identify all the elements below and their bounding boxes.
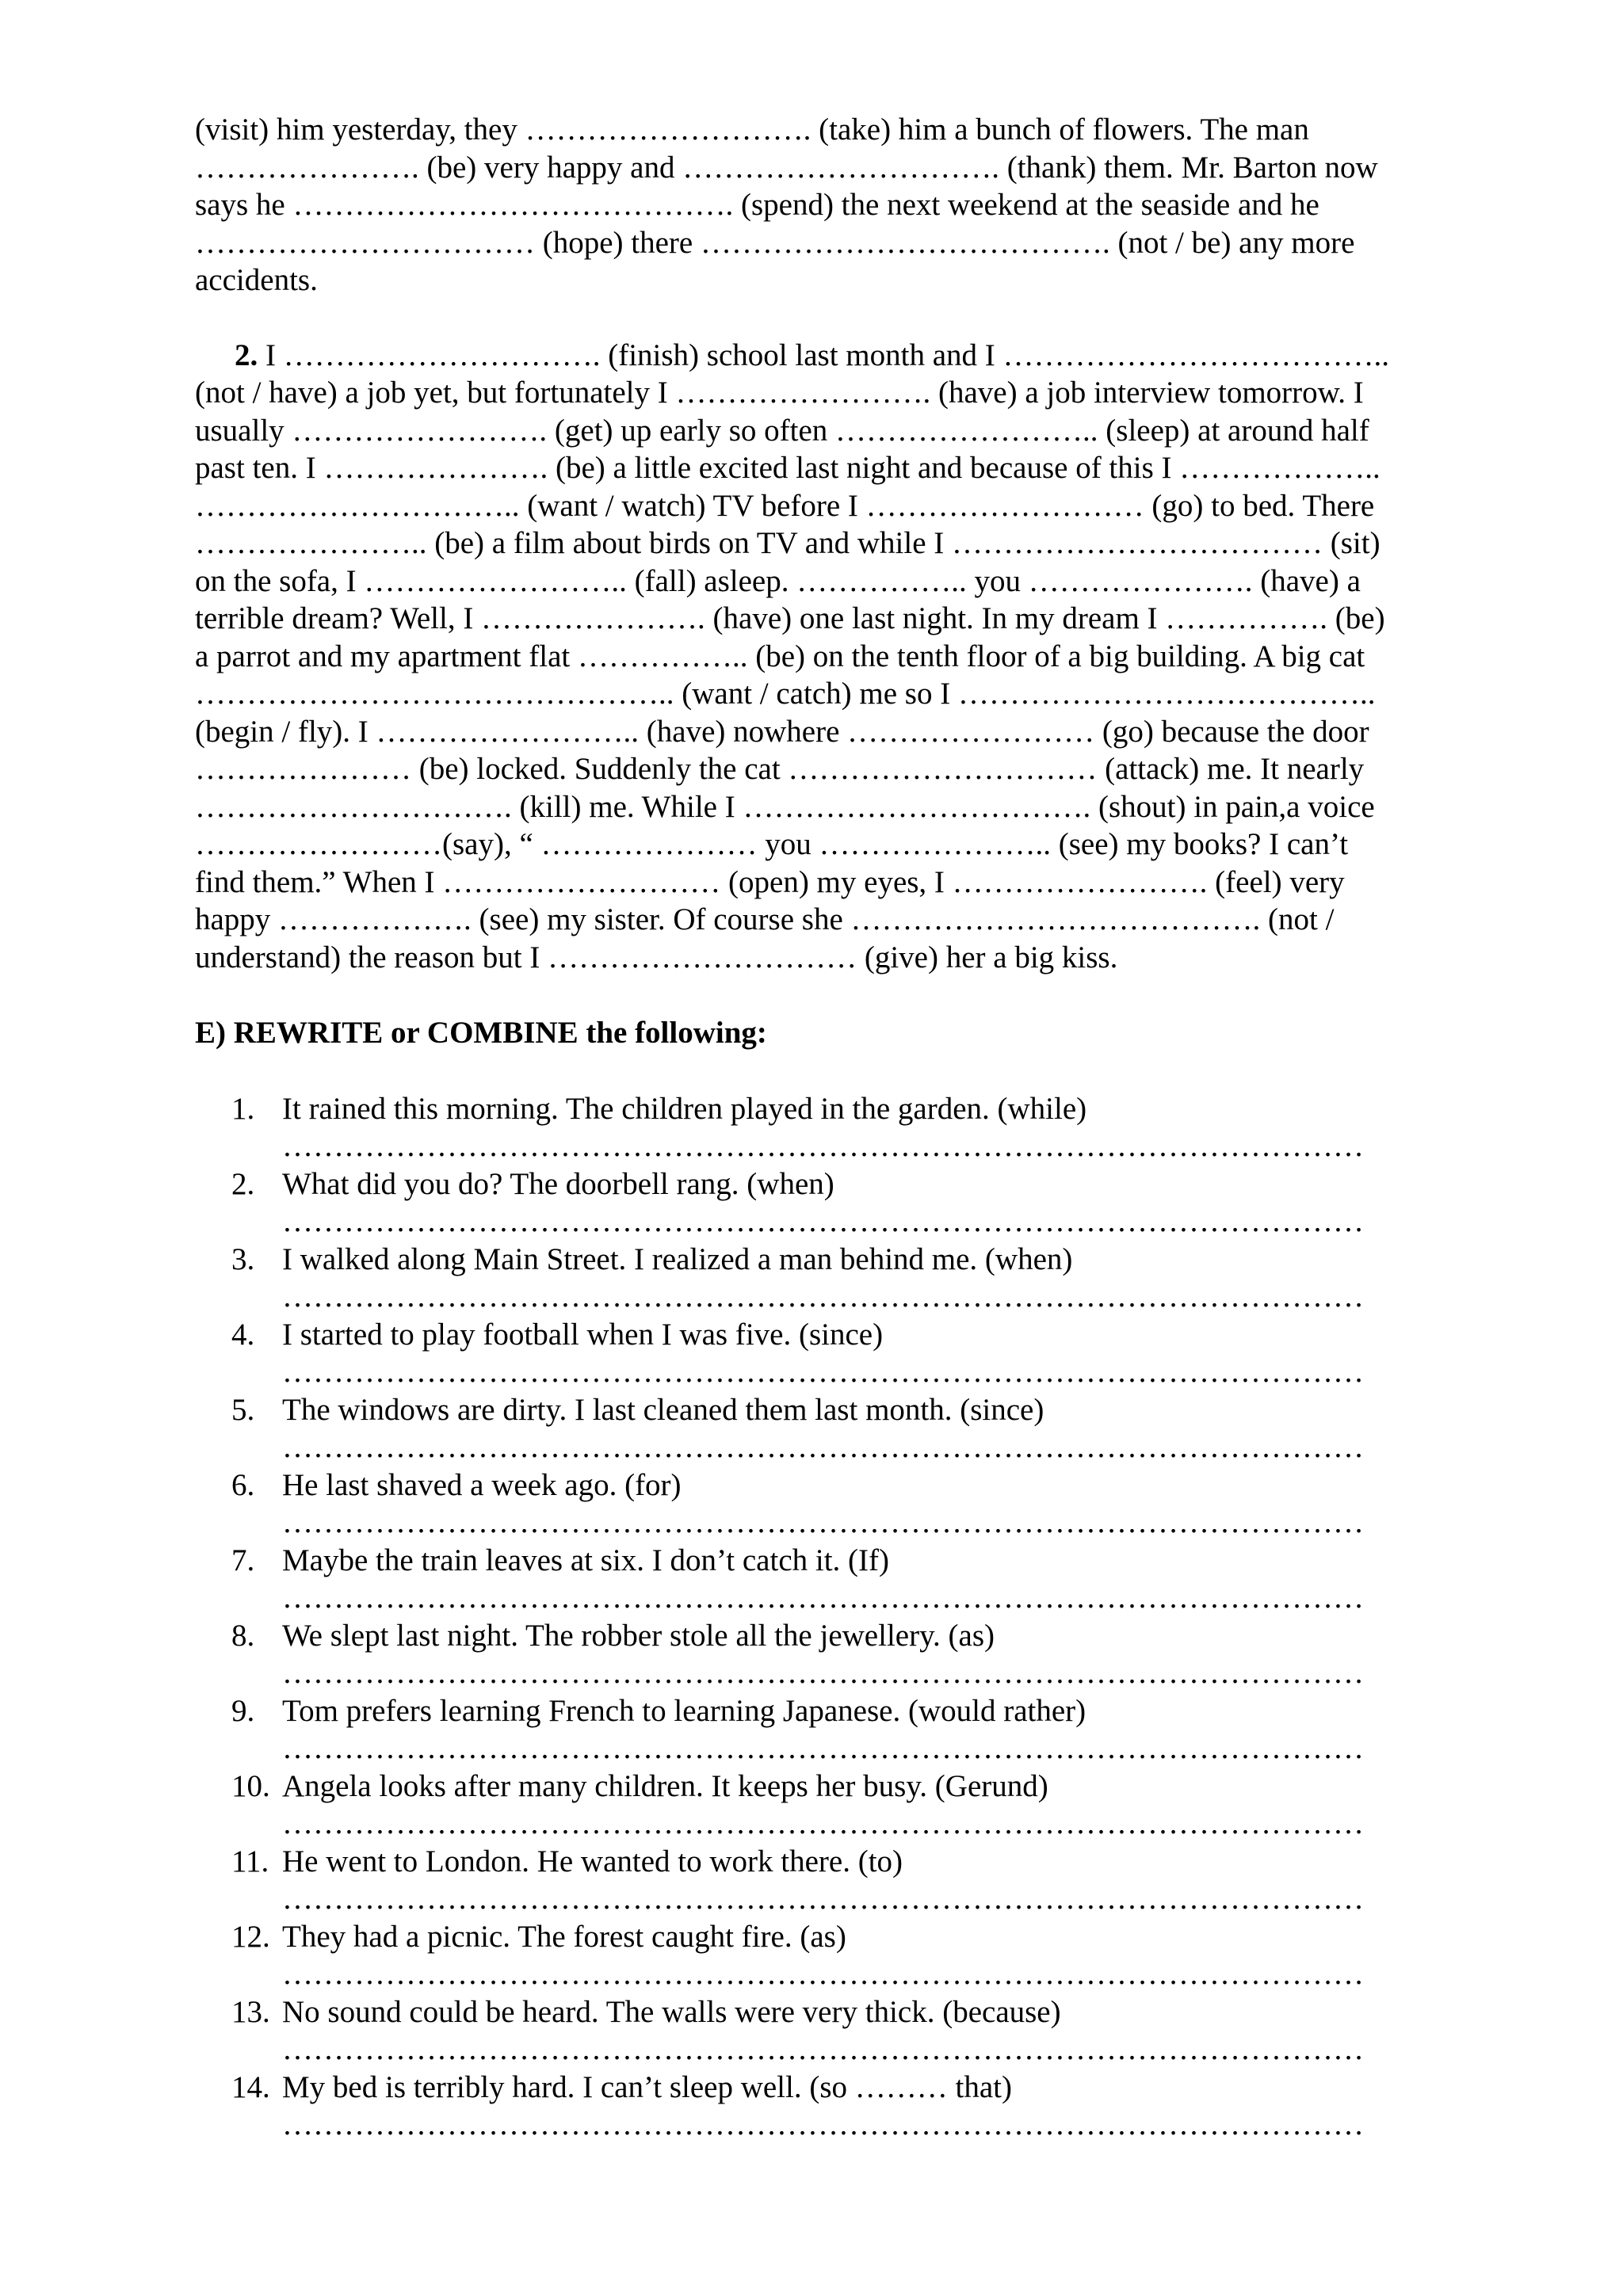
exercise-prompt: He went to London. He wanted to work there. (to) — [282, 1844, 903, 1878]
exercise-prompt: My bed is terribly hard. I can’t sleep well. (so ……… that) — [282, 2069, 1012, 2104]
exercise-number: 8. — [231, 1618, 255, 1653]
exercise-number: 7. — [231, 1543, 255, 1577]
passage-line — [195, 337, 1479, 375]
passage-line: usually ……………………. (get) up early so often …………………….. (sleep) at around half — [195, 413, 1369, 448]
exercise-item — [195, 1918, 1479, 1993]
exercise-number: 10. — [231, 1768, 270, 1803]
exercise-prompt: They had a picnic. The forest caught fire. (as) — [282, 1919, 846, 1954]
passage-line: a parrot and my apartment flat …………….. (be) on the tenth floor of a big building. A big cat — [195, 639, 1365, 673]
exercise-prompt: He last shaved a week ago. (for) — [282, 1467, 682, 1502]
answer-line[interactable]: …………………………………………………………………………………………… — [282, 1731, 1364, 1765]
answer-line[interactable]: …………………………………………………………………………………………… — [282, 1280, 1364, 1314]
answer-line[interactable]: …………………………………………………………………………………………… — [282, 1656, 1364, 1690]
passage-line: terrible dream? Well, I …………………. (have) one last night. In my dream I ……………. (be) — [195, 601, 1385, 635]
passage-line: understand) the reason but I ………………………… (give) her a big kiss. — [195, 940, 1118, 974]
exercise-prompt: What did you do? The doorbell rang. (when) — [282, 1166, 834, 1201]
exercise-number: 4. — [231, 1317, 255, 1352]
exercise-item — [195, 1241, 1479, 1316]
answer-line[interactable]: …………………………………………………………………………………………… — [282, 2032, 1364, 2066]
exercise-item — [195, 1391, 1479, 1466]
answer-line[interactable]: …………………………………………………………………………………………… — [282, 1957, 1364, 1991]
exercise-item — [195, 1768, 1479, 1843]
exercise-item — [195, 1617, 1479, 1692]
passage-line: …………………………. (kill) me. While I ……………………………. (shout) in pain,a voice — [195, 789, 1375, 824]
passage-line: (not / have) a job yet, but fortunately I ……………………. (have) a job interview tomorrow. I — [195, 376, 1364, 410]
passage-line: ………………….. (be) a film about birds on TV and while I ……………………………… (sit) — [195, 526, 1381, 560]
passage-number: 2. — [235, 338, 258, 372]
exercise-prompt: It rained this morning. The children played in the garden. (while) — [282, 1091, 1087, 1126]
exercise-number: 14. — [231, 2069, 270, 2104]
exercise-prompt: The windows are dirty. I last cleaned them last month. (since) — [282, 1392, 1044, 1427]
rewrite-exercise-list — [195, 1090, 1479, 2144]
answer-line[interactable]: …………………………………………………………………………………………… — [282, 2107, 1364, 2142]
passage-line: ……………………(say), “ ………………… you ………………….. (see) my books? I can’t — [195, 827, 1349, 861]
exercise-prompt: I started to play football when I was five. (since) — [282, 1317, 884, 1352]
passage-line: …………………. (be) very happy and …………………………. (thank) them. Mr. Barton now — [195, 150, 1378, 185]
exercise-number: 2. — [231, 1166, 255, 1201]
passage-line: (visit) him yesterday, they ………………………. (take) him a bunch of flowers. The man — [195, 113, 1309, 147]
exercise-item — [195, 1466, 1479, 1542]
exercise-item — [195, 1843, 1479, 1918]
worksheet-page — [195, 111, 1479, 2144]
exercise-item — [195, 1692, 1479, 1768]
exercise-number: 12. — [231, 1919, 270, 1954]
answer-line[interactable]: …………………………………………………………………………………………… — [282, 1129, 1364, 1163]
answer-line[interactable]: …………………………………………………………………………………………… — [282, 1204, 1364, 1238]
passage-line-text: I …………………………. (finish) school last month and I ……………………………….. — [258, 338, 1389, 372]
exercise-item — [195, 1165, 1479, 1241]
exercise-number: 6. — [231, 1467, 255, 1502]
passage-line: ………………………….. (want / watch) TV before I ……………………… (go) to bed. There — [195, 488, 1375, 523]
exercise-number: 3. — [231, 1241, 255, 1276]
exercise-prompt: We slept last night. The robber stole all the jewellery. (as) — [282, 1618, 995, 1653]
passage-line: says he ……………………………………. (spend) the next weekend at the seaside and he — [195, 188, 1319, 222]
exercise-prompt: Tom prefers learning French to learning Japanese. (would rather) — [282, 1693, 1086, 1728]
exercise-number: 13. — [231, 1994, 270, 2029]
exercise-number: 9. — [231, 1693, 255, 1728]
exercise-item — [195, 1090, 1479, 1165]
passage-line: on the sofa, I …………………….. (fall) asleep. …………….. you …………………. (have) a — [195, 563, 1361, 598]
passage-line: …………………………… (hope) there …………………………………. (not / be) any more — [195, 225, 1355, 260]
answer-line[interactable]: …………………………………………………………………………………………… — [282, 1806, 1364, 1840]
exercise-item — [195, 2069, 1479, 2144]
answer-line[interactable]: …………………………………………………………………………………………… — [282, 1581, 1364, 1615]
exercise-item — [195, 1993, 1479, 2069]
exercise-prompt: No sound could be heard. The walls were very thick. (because) — [282, 1994, 1061, 2029]
section-e-title: E) REWRITE or COMBINE the following: — [195, 1016, 767, 1050]
exercise-item — [195, 1316, 1479, 1391]
exercise-number: 11. — [231, 1844, 269, 1878]
passage-line: accidents. — [195, 263, 318, 297]
passage-line: (begin / fly). I …………………….. (have) nowhere …………………… (go) because the door — [195, 714, 1369, 749]
answer-line[interactable]: …………………………………………………………………………………………… — [282, 1430, 1364, 1464]
passage-line: ………………… (be) locked. Suddenly the cat ………………………… (attack) me. It nearly — [195, 752, 1365, 786]
exercise-prompt: Angela looks after many children. It keeps her busy. (Gerund) — [282, 1768, 1048, 1803]
passage-line: happy ………………. (see) my sister. Of course she …………………………………. (not / — [195, 902, 1335, 936]
exercise-number: 1. — [231, 1091, 255, 1126]
answer-line[interactable]: …………………………………………………………………………………………… — [282, 1505, 1364, 1539]
exercise-prompt: Maybe the train leaves at six. I don’t catch it. (If) — [282, 1543, 890, 1577]
answer-line[interactable]: …………………………………………………………………………………………… — [282, 1882, 1364, 1916]
passage-1 — [195, 111, 1479, 299]
exercise-number: 5. — [231, 1392, 255, 1427]
passage-2 — [195, 337, 1479, 977]
passage-line: past ten. I …………………. (be) a little excited last night and because of this I ……………….. — [195, 451, 1381, 485]
exercise-item — [195, 1542, 1479, 1617]
exercise-prompt: I walked along Main Street. I realized a man behind me. (when) — [282, 1241, 1073, 1276]
passage-line: ……………………………………….. (want / catch) me so I ………………………………….. — [195, 677, 1376, 711]
answer-line[interactable]: …………………………………………………………………………………………… — [282, 1355, 1364, 1389]
passage-line: find them.” When I ……………………… (open) my eyes, I ……………………. (feel) very — [195, 864, 1345, 899]
